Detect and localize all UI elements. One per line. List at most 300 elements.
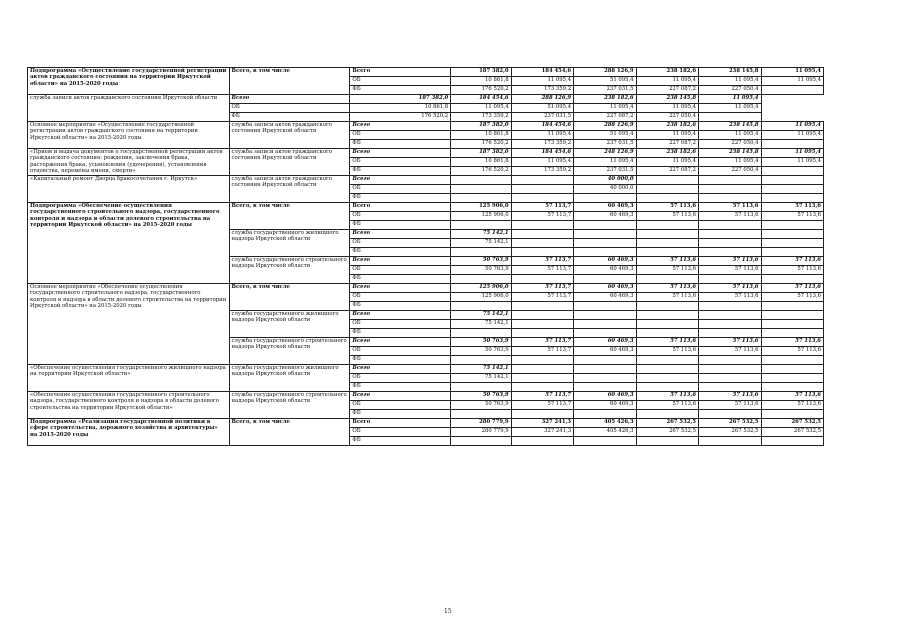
amount-cell: 57 113,7 — [511, 401, 573, 410]
amount-cell — [699, 311, 761, 320]
funding-source-cell: Всего — [350, 311, 451, 320]
amount-cell: 57 113,7 — [511, 203, 573, 212]
funding-source-cell: Всего — [350, 419, 451, 428]
amount-cell: 57 113,6 — [761, 266, 824, 275]
amount-cell — [699, 365, 761, 374]
amount-cell: 57 113,6 — [636, 284, 698, 293]
amount-cell — [699, 221, 761, 230]
table-cell: служба записи актов гражданского состояния Иркутской области — [28, 95, 230, 122]
table-cell: служба записи актов гражданского состояния Иркутской области — [229, 122, 350, 149]
amount-cell — [574, 437, 636, 446]
amount-cell: 51 095,4 — [574, 131, 636, 140]
amount-cell: 125 906,0 — [451, 284, 511, 293]
amount-cell: 57 113,6 — [761, 257, 824, 266]
amount-cell: 75 142,1 — [451, 365, 511, 374]
amount-cell — [636, 410, 698, 419]
amount-cell: 60 469,3 — [574, 347, 636, 356]
amount-cell: 57 113,6 — [636, 347, 698, 356]
funding-source-cell: Всего — [350, 392, 451, 401]
amount-cell: 227 087,2 — [574, 113, 636, 122]
funding-source-cell: ФБ — [350, 356, 451, 365]
funding-source-cell: ФБ — [350, 437, 451, 446]
budget-table — [27, 67, 824, 446]
amount-cell: 57 113,6 — [636, 257, 698, 266]
funding-source-cell: ФБ — [350, 221, 451, 230]
amount-cell: 57 113,6 — [761, 284, 824, 293]
amount-cell — [636, 374, 698, 383]
amount-cell — [636, 176, 698, 185]
amount-cell — [511, 410, 573, 419]
amount-cell — [761, 194, 824, 203]
amount-cell — [636, 239, 698, 248]
amount-cell: 57 113,7 — [511, 293, 573, 302]
amount-cell — [699, 410, 761, 419]
amount-cell: 11 095,4 — [636, 131, 698, 140]
amount-cell — [761, 311, 824, 320]
amount-cell — [636, 383, 698, 392]
amount-cell: 238 145,8 — [699, 149, 761, 158]
amount-cell: 267 532,5 — [636, 419, 698, 428]
amount-cell: 227 087,2 — [636, 167, 698, 176]
amount-cell: 60 469,3 — [574, 392, 636, 401]
amount-cell — [451, 383, 511, 392]
table-row — [28, 392, 824, 401]
amount-cell: 125 906,0 — [451, 203, 511, 212]
amount-cell: 176 520,2 — [451, 86, 511, 95]
amount-cell: 11 095,4 — [699, 104, 761, 113]
amount-cell — [636, 230, 698, 239]
amount-cell — [761, 176, 824, 185]
amount-cell: 125 906,0 — [451, 293, 511, 302]
funding-source-cell: ФБ — [350, 86, 451, 95]
amount-cell: 11 095,4 — [451, 104, 511, 113]
amount-cell: 57 113,7 — [511, 347, 573, 356]
amount-cell: 60 469,3 — [574, 257, 636, 266]
amount-cell: 57 113,6 — [761, 392, 824, 401]
amount-cell — [511, 365, 573, 374]
amount-cell: 60 469,3 — [574, 212, 636, 221]
amount-cell: 187 382,0 — [451, 149, 511, 158]
amount-cell: 57 113,6 — [699, 347, 761, 356]
amount-cell — [636, 311, 698, 320]
amount-cell: 57 113,6 — [699, 266, 761, 275]
amount-cell: 57 113,6 — [636, 293, 698, 302]
amount-cell — [761, 230, 824, 239]
amount-cell: 327 241,3 — [511, 428, 573, 437]
table-cell: служба государственного жилищного надзора Иркутской области — [229, 311, 350, 338]
amount-cell — [574, 248, 636, 257]
table-cell: Основное мероприятие «Обеспечение осуществления государственного строительного надзора, государственного контроля и надзора в области долевого строительства на территории Иркутской области» на 2015-2020 годы — [28, 284, 230, 365]
amount-cell — [636, 365, 698, 374]
funding-source-cell: ФБ — [350, 410, 451, 419]
table-row — [28, 122, 824, 131]
amount-cell — [761, 167, 824, 176]
amount-cell: 288 126,9 — [574, 68, 636, 77]
amount-cell — [761, 383, 824, 392]
funding-source-cell: ФБ — [350, 140, 451, 149]
table-cell: Основное мероприятие «Осуществление государственной регистрации актов гражданского состояния на территории Иркутской области» на 2015-2020 годы — [28, 122, 230, 149]
amount-cell — [574, 365, 636, 374]
amount-cell: 51 095,4 — [574, 77, 636, 86]
funding-source-cell: ОБ — [350, 131, 451, 140]
funding-source-cell: ФБ — [350, 248, 451, 257]
amount-cell — [574, 374, 636, 383]
amount-cell — [761, 320, 824, 329]
table-row — [28, 203, 824, 212]
amount-cell: 57 113,6 — [636, 338, 698, 347]
amount-cell: 11 095,4 — [699, 95, 761, 104]
amount-cell: 173 359,2 — [511, 140, 573, 149]
amount-cell: 187 382,0 — [451, 122, 511, 131]
amount-cell: 238 145,8 — [699, 122, 761, 131]
amount-cell — [574, 383, 636, 392]
amount-cell: 60 469,3 — [574, 401, 636, 410]
funding-source-cell: Всего — [350, 122, 451, 131]
amount-cell: 227 050,4 — [699, 86, 761, 95]
amount-cell — [511, 356, 573, 365]
amount-cell: 227 087,2 — [636, 140, 698, 149]
amount-cell — [699, 230, 761, 239]
amount-cell — [761, 356, 824, 365]
amount-cell — [511, 383, 573, 392]
amount-cell: 11 095,4 — [636, 158, 698, 167]
amount-cell: 11 095,4 — [761, 68, 824, 77]
amount-cell: 57 113,6 — [636, 401, 698, 410]
amount-cell — [574, 230, 636, 239]
amount-cell: 405 426,3 — [574, 419, 636, 428]
amount-cell — [699, 320, 761, 329]
funding-source-cell: Всего — [350, 338, 451, 347]
funding-source-cell: Всего — [350, 149, 451, 158]
table-cell: «Капитальный ремонт Дворца бракосочетания г. Иркутск» — [28, 176, 230, 203]
amount-cell: 11 095,4 — [574, 158, 636, 167]
amount-cell: 51 095,4 — [511, 104, 573, 113]
amount-cell: 57 113,6 — [761, 401, 824, 410]
amount-cell: 60 469,3 — [574, 266, 636, 275]
amount-cell: 57 113,7 — [511, 266, 573, 275]
amount-cell — [511, 230, 573, 239]
table-row — [28, 176, 824, 185]
amount-cell: 50 763,9 — [451, 257, 511, 266]
amount-cell: 280 779,9 — [451, 428, 511, 437]
funding-source-cell: Всего — [350, 257, 451, 266]
amount-cell — [761, 248, 824, 257]
amount-cell — [636, 275, 698, 284]
funding-source-cell: ОБ — [350, 239, 451, 248]
amount-cell: 11 095,4 — [511, 131, 573, 140]
amount-cell: 11 095,4 — [761, 149, 824, 158]
amount-cell: 57 113,6 — [699, 284, 761, 293]
amount-cell — [511, 275, 573, 284]
amount-cell: 57 113,6 — [761, 203, 824, 212]
funding-source-cell: Всего — [350, 203, 451, 212]
amount-cell: 267 532,5 — [761, 428, 824, 437]
amount-cell — [451, 221, 511, 230]
amount-cell: 227 050,4 — [699, 140, 761, 149]
funding-source-cell: Всего — [350, 176, 451, 185]
amount-cell — [699, 194, 761, 203]
funding-source-cell: ФБ — [229, 113, 350, 122]
amount-cell — [761, 239, 824, 248]
funding-source-cell: ОБ — [350, 320, 451, 329]
amount-cell — [761, 374, 824, 383]
amount-cell: 11 095,4 — [636, 104, 698, 113]
amount-cell: 57 113,7 — [511, 392, 573, 401]
amount-cell: 57 113,6 — [699, 212, 761, 221]
funding-source-cell: ОБ — [350, 266, 451, 275]
amount-cell: 57 113,6 — [761, 338, 824, 347]
amount-cell: 60 469,3 — [574, 293, 636, 302]
amount-cell: 57 113,6 — [699, 257, 761, 266]
amount-cell: 237 031,5 — [574, 86, 636, 95]
amount-cell — [636, 221, 698, 230]
amount-cell: 184 454,6 — [511, 122, 573, 131]
amount-cell: 238 145,8 — [699, 68, 761, 77]
amount-cell — [511, 248, 573, 257]
amount-cell — [574, 239, 636, 248]
funding-source-cell: ФБ — [350, 167, 451, 176]
funding-source-cell: Всего — [229, 95, 350, 104]
amount-cell: 176 520,2 — [451, 140, 511, 149]
table-cell: Всего, в том числе — [229, 284, 350, 311]
table-cell: служба государственного жилищного надзора Иркутской области — [229, 230, 350, 257]
amount-cell: 11 095,4 — [511, 77, 573, 86]
amount-cell: 60 469,3 — [574, 203, 636, 212]
amount-cell — [574, 221, 636, 230]
amount-cell — [699, 176, 761, 185]
table-row — [28, 68, 824, 77]
amount-cell — [511, 176, 573, 185]
table-cell: «Обеспечение осуществления государственного жилищного надзора на территории Иркутской области» — [28, 365, 230, 392]
amount-cell: 10 861,8 — [451, 77, 511, 86]
amount-cell: 10 861,8 — [451, 158, 511, 167]
table-cell: Подпрограмма «Обеспечение осуществления государственного строительного надзора, государственного контроля и надзора в области долевого строительства на территории Иркутской области» на 2015-2020 годы — [28, 203, 230, 284]
amount-cell — [761, 185, 824, 194]
table-row — [28, 95, 824, 104]
table-cell: служба государственного строительного надзора Иркутской области — [229, 392, 350, 419]
amount-cell: 57 113,6 — [636, 212, 698, 221]
amount-cell — [451, 275, 511, 284]
funding-source-cell: ОБ — [350, 428, 451, 437]
funding-source-cell: ФБ — [350, 302, 451, 311]
funding-source-cell: Всего — [350, 230, 451, 239]
amount-cell: 50 763,9 — [451, 338, 511, 347]
amount-cell: 75 142,1 — [451, 374, 511, 383]
amount-cell — [636, 248, 698, 257]
amount-cell — [574, 410, 636, 419]
amount-cell — [636, 302, 698, 311]
amount-cell: 187 382,0 — [350, 95, 451, 104]
amount-cell: 125 906,0 — [451, 212, 511, 221]
funding-source-cell: Всего — [350, 365, 451, 374]
amount-cell — [574, 311, 636, 320]
amount-cell: 238 182,6 — [636, 122, 698, 131]
amount-cell — [451, 176, 511, 185]
amount-cell: 57 113,6 — [636, 392, 698, 401]
amount-cell — [451, 356, 511, 365]
amount-cell: 11 095,4 — [699, 158, 761, 167]
funding-source-cell: ФБ — [350, 383, 451, 392]
amount-cell: 280 779,9 — [451, 419, 511, 428]
amount-cell: 57 113,6 — [761, 347, 824, 356]
amount-cell: 267 532,5 — [699, 419, 761, 428]
amount-cell — [761, 329, 824, 338]
table-cell: Подпрограмма «Реализация государственной политики в сфере строительства, дорожного хозяйства и архитектуры» на 2015-2020 годы — [28, 419, 230, 446]
amount-cell: 267 532,5 — [761, 419, 824, 428]
amount-cell: 184 454,6 — [511, 68, 573, 77]
amount-cell: 238 145,8 — [636, 95, 698, 104]
amount-cell: 173 359,2 — [511, 86, 573, 95]
table-cell: служба записи актов гражданского состояния Иркутской области — [229, 176, 350, 203]
funding-source-cell: ОБ — [350, 158, 451, 167]
amount-cell — [636, 356, 698, 365]
amount-cell: 57 113,6 — [699, 392, 761, 401]
amount-cell — [511, 239, 573, 248]
amount-cell: 57 113,6 — [699, 203, 761, 212]
funding-source-cell: ФБ — [350, 194, 451, 203]
amount-cell: 288 126,9 — [574, 122, 636, 131]
amount-cell: 75 142,1 — [451, 230, 511, 239]
amount-cell — [761, 410, 824, 419]
amount-cell — [636, 185, 698, 194]
amount-cell: 248 126,9 — [574, 149, 636, 158]
amount-cell — [636, 329, 698, 338]
amount-cell — [511, 185, 573, 194]
amount-cell — [511, 302, 573, 311]
amount-cell: 11 095,4 — [699, 131, 761, 140]
table-row — [28, 149, 824, 158]
amount-cell — [699, 113, 761, 122]
amount-cell — [761, 140, 824, 149]
amount-cell: 187 382,0 — [451, 68, 511, 77]
amount-cell — [699, 356, 761, 365]
amount-cell: 50 763,9 — [451, 347, 511, 356]
amount-cell — [699, 437, 761, 446]
amount-cell: 40 000,0 — [574, 185, 636, 194]
amount-cell: 57 113,6 — [636, 203, 698, 212]
amount-cell: 50 763,9 — [451, 392, 511, 401]
funding-source-cell: Всего — [350, 284, 451, 293]
funding-source-cell: ОБ — [350, 347, 451, 356]
amount-cell: 60 469,3 — [574, 284, 636, 293]
funding-source-cell: ОБ — [350, 185, 451, 194]
amount-cell — [511, 329, 573, 338]
table-row — [28, 284, 824, 293]
amount-cell: 11 095,4 — [699, 77, 761, 86]
amount-cell: 237 031,5 — [574, 140, 636, 149]
amount-cell: 267 532,5 — [699, 428, 761, 437]
table-cell: служба записи актов гражданского состояния Иркутской области — [229, 149, 350, 176]
funding-source-cell: ФБ — [350, 275, 451, 284]
amount-cell: 50 763,9 — [451, 401, 511, 410]
amount-cell — [761, 365, 824, 374]
amount-cell — [511, 374, 573, 383]
amount-cell: 11 095,4 — [761, 158, 824, 167]
amount-cell: 237 031,5 — [511, 113, 573, 122]
amount-cell: 237 031,5 — [574, 167, 636, 176]
amount-cell: 11 095,4 — [511, 158, 573, 167]
table-cell: служба государственного жилищного надзора Иркутской области — [229, 365, 350, 392]
amount-cell — [699, 185, 761, 194]
amount-cell — [451, 302, 511, 311]
amount-cell: 57 113,7 — [511, 284, 573, 293]
amount-cell: 405 426,3 — [574, 428, 636, 437]
table-row — [28, 419, 824, 428]
amount-cell: 11 095,4 — [761, 77, 824, 86]
page-number: 15 — [444, 608, 452, 615]
amount-cell — [574, 320, 636, 329]
amount-cell: 10 861,8 — [350, 104, 451, 113]
amount-cell — [761, 275, 824, 284]
amount-cell: 40 000,0 — [574, 176, 636, 185]
amount-cell — [451, 329, 511, 338]
table-cell: служба государственного строительного надзора Иркутской области — [229, 257, 350, 284]
amount-cell — [699, 329, 761, 338]
amount-cell — [451, 410, 511, 419]
amount-cell — [636, 437, 698, 446]
amount-cell: 238 182,6 — [574, 95, 636, 104]
funding-source-cell: ОБ — [350, 212, 451, 221]
amount-cell — [699, 248, 761, 257]
amount-cell: 50 763,9 — [451, 266, 511, 275]
table-cell: Подпрограмма «Осуществление государственной регистрации актов гражданского состояния на территории Иркутской области» на 2015-2020 годы — [28, 68, 230, 95]
amount-cell: 176 520,2 — [350, 113, 451, 122]
amount-cell — [574, 275, 636, 284]
table-cell: Всего, в том числе — [229, 68, 350, 95]
amount-cell — [699, 383, 761, 392]
amount-cell — [451, 194, 511, 203]
amount-cell: 227 050,4 — [636, 113, 698, 122]
table-cell: Всего, в том числе — [229, 203, 350, 230]
amount-cell: 57 113,6 — [699, 338, 761, 347]
amount-cell — [511, 437, 573, 446]
amount-cell: 57 113,7 — [511, 257, 573, 266]
amount-cell: 57 113,6 — [636, 266, 698, 275]
amount-cell: 11 095,4 — [636, 77, 698, 86]
amount-cell: 11 095,4 — [761, 122, 824, 131]
amount-cell: 11 095,4 — [574, 104, 636, 113]
amount-cell: 60 469,3 — [574, 338, 636, 347]
amount-cell — [761, 437, 824, 446]
funding-source-cell: ОБ — [350, 77, 451, 86]
amount-cell — [574, 194, 636, 203]
amount-cell — [574, 329, 636, 338]
amount-cell — [511, 320, 573, 329]
amount-cell: 57 113,7 — [511, 212, 573, 221]
amount-cell: 75 142,1 — [451, 311, 511, 320]
funding-source-cell: ОБ — [350, 293, 451, 302]
amount-cell: 57 113,6 — [699, 293, 761, 302]
amount-cell — [761, 86, 824, 95]
amount-cell: 184 454,6 — [511, 149, 573, 158]
amount-cell: 267 532,5 — [636, 428, 698, 437]
amount-cell: 11 095,4 — [761, 131, 824, 140]
table-cell: «Прием и выдача документов о государственной регистрации актов гражданского состояния: рождения, заключения брака, расторжения брака, усыновления (удочерения), установления отцовства, перемены имени, смерти» — [28, 149, 230, 176]
amount-cell — [699, 374, 761, 383]
amount-cell: 173 359,2 — [451, 113, 511, 122]
amount-cell: 75 142,1 — [451, 320, 511, 329]
amount-cell — [761, 221, 824, 230]
amount-cell: 227 087,2 — [636, 86, 698, 95]
funding-source-cell: ОБ — [229, 104, 350, 113]
amount-cell — [699, 275, 761, 284]
amount-cell — [511, 194, 573, 203]
amount-cell: 327 241,3 — [511, 419, 573, 428]
amount-cell — [574, 356, 636, 365]
amount-cell — [574, 302, 636, 311]
amount-cell — [451, 437, 511, 446]
amount-cell: 57 113,6 — [761, 293, 824, 302]
